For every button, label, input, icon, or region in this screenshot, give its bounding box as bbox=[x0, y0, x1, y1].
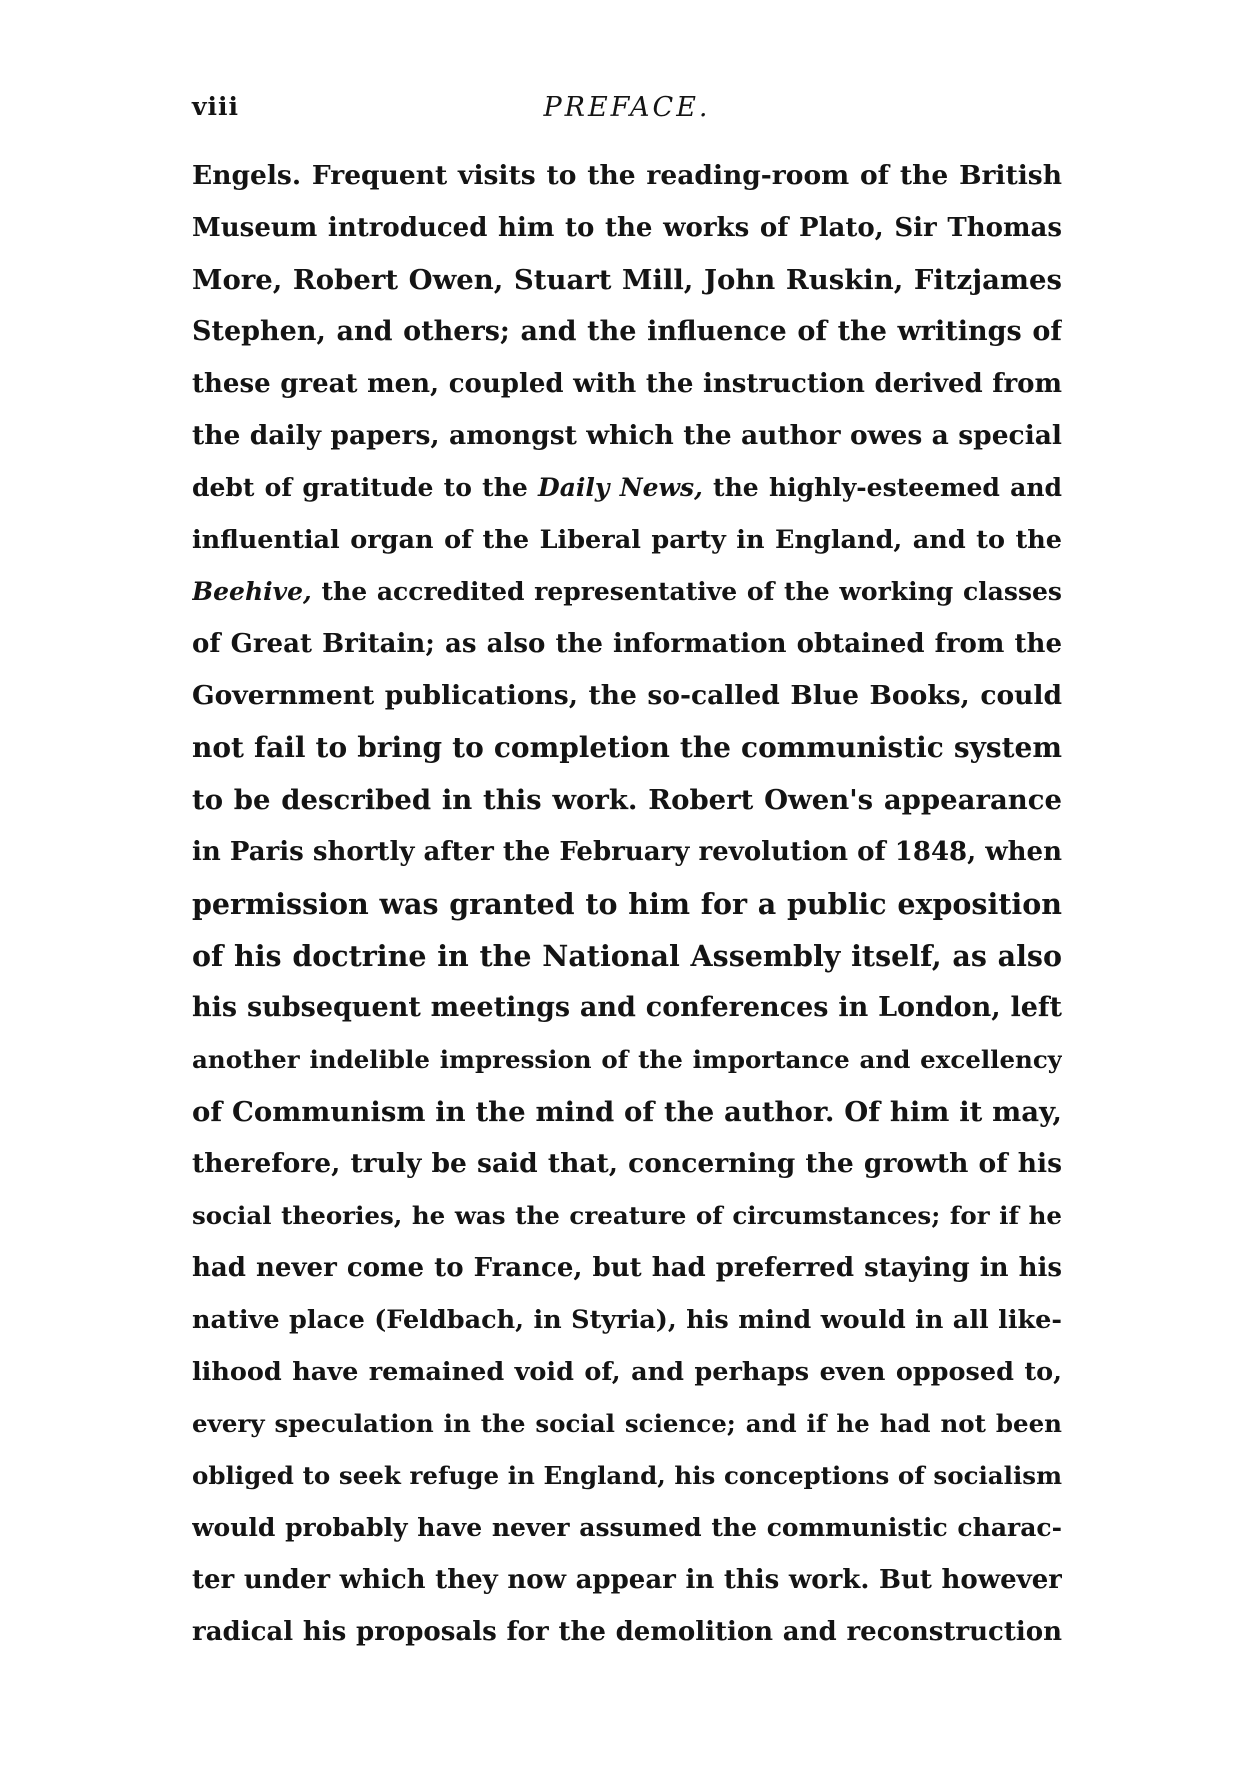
text-segment: would probably have never assumed the communistic charac- bbox=[192, 1513, 1062, 1542]
text-segment: every speculation in the social science; and if he had not been bbox=[192, 1409, 1062, 1438]
text-segment: of his doctrine in the National Assembly itself, as also bbox=[192, 939, 1062, 973]
text-segment: radical his proposals for the demolition and reconstruction bbox=[192, 1617, 1062, 1647]
text-segment: obliged to seek refuge in England, his conceptions of socialism bbox=[192, 1461, 1062, 1490]
text-segment: social theories, he was the creature of circumstances; for if he bbox=[192, 1201, 1062, 1230]
text-line bbox=[192, 982, 1062, 1034]
text-segment: Museum introduced him to the works of Plato, Sir Thomas bbox=[192, 213, 1062, 243]
text-line bbox=[192, 150, 1062, 202]
text-line bbox=[192, 618, 1062, 670]
text-segment: had never come to France, but had preferred staying in his bbox=[192, 1253, 1062, 1283]
text-line bbox=[192, 462, 1062, 514]
text-segment: ter under which they now appear in this work. But however bbox=[192, 1565, 1062, 1595]
text-line bbox=[192, 826, 1062, 878]
text-line bbox=[192, 202, 1062, 254]
preface-body bbox=[192, 150, 1062, 1658]
text-segment: native place (Feldbach, in Styria), his mind would in all like- bbox=[192, 1305, 1062, 1335]
text-line bbox=[192, 1554, 1062, 1606]
text-segment: Stephen, and others; and the influence of the writings of bbox=[192, 316, 1062, 347]
text-line bbox=[192, 410, 1062, 462]
text-segment: these great men, coupled with the instruction derived from bbox=[192, 369, 1062, 399]
text-segment: Engels. Frequent visits to the reading-room of the British bbox=[192, 160, 1062, 191]
text-segment: Government publications, the so-called Blue Books, could bbox=[192, 680, 1062, 711]
text-line bbox=[192, 878, 1062, 930]
text-line bbox=[192, 930, 1062, 982]
text-line bbox=[192, 254, 1062, 306]
text-line bbox=[192, 1450, 1062, 1502]
italic-title-daily-news: Daily News, bbox=[538, 473, 703, 502]
text-line bbox=[192, 774, 1062, 826]
text-segment: the accredited representative of the working classes bbox=[311, 577, 1062, 606]
text-line bbox=[192, 1346, 1062, 1398]
page-number: viii bbox=[192, 92, 240, 121]
text-line bbox=[192, 1294, 1062, 1346]
text-segment: not fail to bring to completion the communistic system bbox=[192, 731, 1062, 764]
text-segment: another indelible impression of the importance and excellency bbox=[192, 1045, 1062, 1074]
text-line bbox=[192, 722, 1062, 774]
text-line bbox=[192, 1398, 1062, 1450]
text-line bbox=[192, 306, 1062, 358]
text-line bbox=[192, 1606, 1062, 1658]
text-segment: in Paris shortly after the February revolution of 1848, when bbox=[192, 837, 1062, 867]
text-line bbox=[192, 358, 1062, 410]
text-line bbox=[192, 1086, 1062, 1138]
text-line bbox=[192, 1502, 1062, 1554]
text-line bbox=[192, 670, 1062, 722]
text-segment: of Communism in the mind of the author. Of him it may, bbox=[192, 1096, 1062, 1128]
text-line bbox=[192, 514, 1062, 566]
text-segment: permission was granted to him for a public exposition bbox=[192, 887, 1062, 921]
text-line bbox=[192, 1242, 1062, 1294]
text-segment: More, Robert Owen, Stuart Mill, John Ruskin, Fitzjames bbox=[192, 264, 1062, 296]
text-segment: of Great Britain; as also the information obtained from the bbox=[192, 629, 1062, 659]
text-segment: therefore, truly be said that, concerning the growth of his bbox=[192, 1148, 1062, 1179]
page-title: PREFACE. bbox=[543, 92, 711, 123]
text-segment: influential organ of the Liberal party in England, and to the bbox=[192, 525, 1062, 555]
italic-title-beehive: Beehive, bbox=[192, 577, 312, 606]
text-segment: his subsequent meetings and conferences in London, left bbox=[192, 992, 1062, 1023]
text-segment: debt of gratitude to the bbox=[192, 473, 539, 502]
text-segment: lihood have remained void of, and perhaps even opposed to, bbox=[192, 1357, 1062, 1387]
text-line bbox=[192, 1138, 1062, 1190]
text-line bbox=[192, 1034, 1062, 1086]
text-segment: the highly-esteemed and bbox=[702, 473, 1062, 502]
running-head bbox=[192, 92, 1062, 132]
text-line bbox=[192, 1190, 1062, 1242]
text-segment: to be described in this work. Robert Owen's appearance bbox=[192, 784, 1062, 816]
text-segment: the daily papers, amongst which the author owes a special bbox=[192, 420, 1062, 451]
text-line bbox=[192, 566, 1062, 618]
